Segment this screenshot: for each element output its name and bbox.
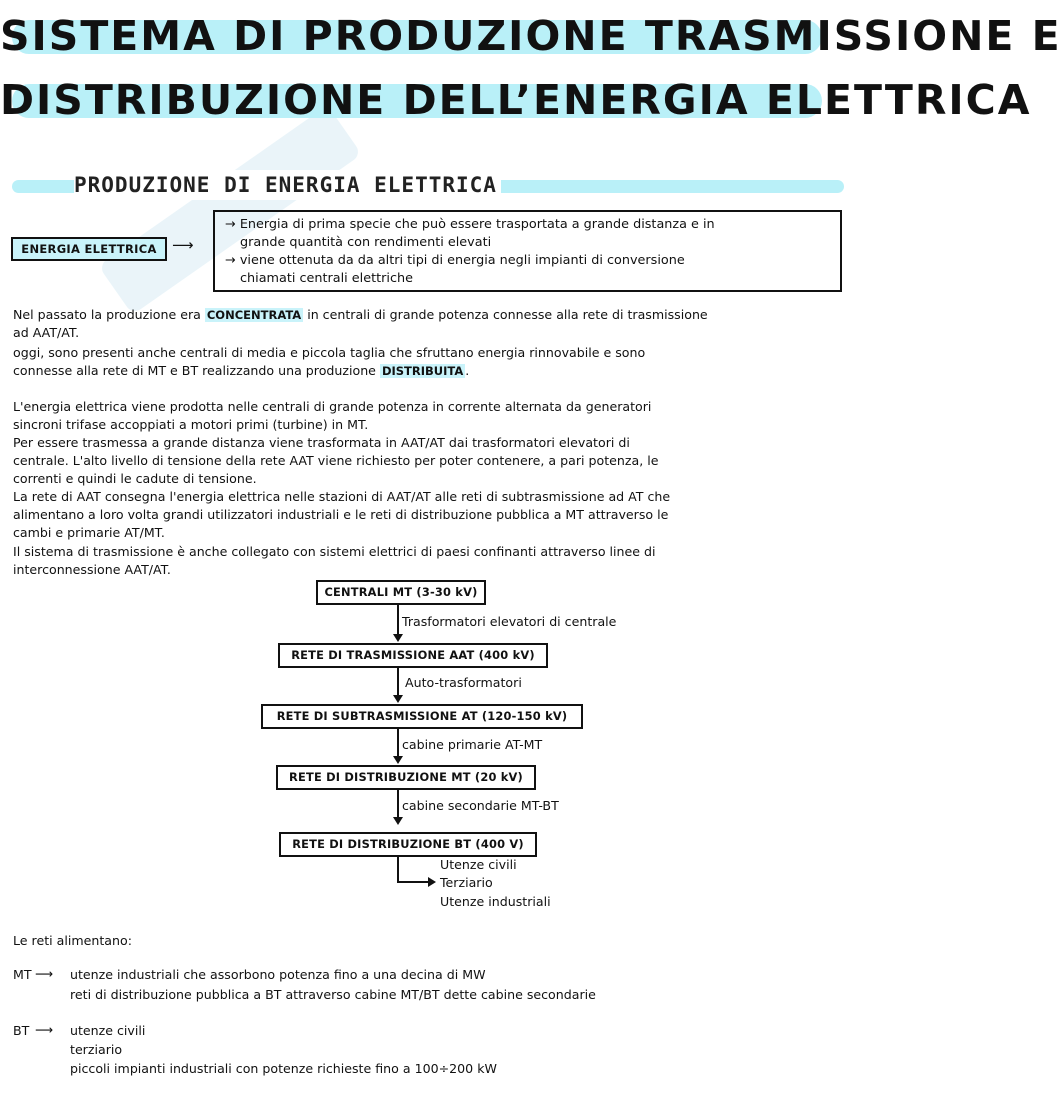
arrow-down-icon [393, 634, 403, 642]
flow-node-distribuzione-mt: RETE DI DISTRIBUZIONE MT (20 kV) [276, 765, 536, 790]
paragraph-line: La rete di AAT consegna l'energia elettrica nelle stazioni di AAT/AT alle reti di subtrasmissione ad AT che [13, 489, 671, 504]
bt-label: BT [13, 1023, 30, 1038]
flow-node-distribuzione-bt: RETE DI DISTRIBUZIONE BT (400 V) [279, 832, 537, 857]
bt-output: Utenze civili [440, 857, 517, 872]
page-title-line-2: DISTRIBUZIONE DELL’ENERGIA ELETTRICA [0, 76, 1032, 124]
paragraph-line: L'energia elettrica viene prodotta nelle centrali di grande potenza in corrente alternata da generatori [13, 399, 652, 414]
bt-output: Utenze industriali [440, 894, 551, 909]
paragraph-line: correnti e quindi le cadute di tensione. [13, 471, 257, 486]
bt-item: piccoli impianti industriali con potenze richieste fino a 100÷200 kW [70, 1061, 497, 1076]
flow-edge-label: cabine secondarie MT-BT [402, 798, 559, 813]
flow-edge-label: cabine primarie AT-MT [402, 737, 543, 752]
mt-label: MT [13, 967, 32, 982]
mt-item: utenze industriali che assorbono potenza fino a una decina di MW [70, 967, 486, 982]
arrow-down-icon [393, 756, 403, 764]
flow-connector [397, 790, 399, 818]
highlight-distribuita: DISTRIBUITA [381, 364, 464, 378]
text-span: . [465, 363, 470, 378]
energia-elettrica-label: ENERGIA ELETTRICA [11, 237, 167, 261]
flow-connector [397, 668, 399, 696]
arrow-down-icon [393, 817, 403, 825]
flow-connector [397, 881, 429, 883]
section-heading: PRODUZIONE DI ENERGIA ELETTRICA [74, 170, 501, 200]
flow-node-subtrasmissione-at: RETE DI SUBTRASMISSIONE AT (120-150 kV) [261, 704, 583, 729]
paragraph-line: centrale. L'alto livello di tensione della rete AAT viene richiesto per poter contenere, a pari potenza, le [13, 453, 659, 468]
paragraph-line: alimentano a loro volta grandi utilizzatori industriali e le reti di distribuzione pubblica a MT attraverso le [13, 507, 669, 522]
paragraph-line: sincroni trifase accoppiati a motori primi (turbine) in MT. [13, 417, 369, 432]
highlight-concentrata: CONCENTRATA [206, 308, 302, 322]
bullet-arrow-icon: → [225, 253, 236, 268]
bt-output: Terziario [440, 875, 493, 890]
flow-connector [397, 729, 399, 757]
definition-line: chiamati centrali elettriche [240, 271, 413, 286]
text-span: in centrali di grande potenza connesse alla rete di trasmissione [303, 307, 708, 322]
paragraph-line [13, 362, 469, 380]
paragraph-line: Per essere trasmessa a grande distanza viene trasformata in AAT/AT dai trasformatori elevatori di [13, 435, 630, 450]
paragraph-line: Il sistema di trasmissione è anche collegato con sistemi elettrici di paesi confinanti attraverso linee di [13, 544, 656, 559]
paragraph-line: oggi, sono presenti anche centrali di media e piccola taglia che sfruttano energia rinnovabile e sono [13, 345, 646, 360]
arrow-down-icon [393, 695, 403, 703]
definition-line: grande quantità con rendimenti elevati [240, 235, 492, 250]
mt-item: reti di distribuzione pubblica a BT attraverso cabine MT/BT dette cabine secondarie [70, 987, 596, 1002]
paragraph-line: interconnessione AAT/AT. [13, 562, 171, 577]
flow-connector [397, 857, 399, 883]
flow-connector [397, 605, 399, 635]
arrow-right-icon: ⟶ [35, 1022, 54, 1037]
flow-edge-label: Auto-trasformatori [405, 675, 522, 690]
paragraph-line: ad AAT/AT. [13, 325, 80, 340]
flow-edge-label: Trasformatori elevatori di centrale [402, 614, 617, 629]
definition-line: viene ottenuta da da altri tipi di energia negli impianti di conversione [239, 253, 685, 268]
bullet-arrow-icon: → [225, 217, 236, 232]
arrow-right-icon: ⟶ [35, 966, 54, 981]
definition-line: Energia di prima specie che può essere trasportata a grande distanza e in [239, 217, 715, 232]
flow-node-trasmissione-aat: RETE DI TRASMISSIONE AAT (400 kV) [278, 643, 548, 668]
arrow-right-icon: ⟶ [172, 236, 194, 254]
reti-intro: Le reti alimentano: [13, 933, 132, 948]
page-title-line-1: SISTEMA DI PRODUZIONE TRASMISSIONE E [0, 12, 1062, 60]
flow-node-centrali-mt: CENTRALI MT (3-30 kV) [316, 580, 486, 605]
bt-item: terziario [70, 1042, 123, 1057]
definition-box [213, 210, 842, 292]
bt-item: utenze civili [70, 1023, 146, 1038]
text-span: Nel passato la produzione era [13, 307, 205, 322]
text-span: connesse alla rete di MT e BT realizzando una produzione [13, 363, 380, 378]
arrow-right-icon [428, 877, 436, 887]
paragraph-line [13, 306, 708, 324]
paragraph-line: cambi e primarie AT/MT. [13, 525, 165, 540]
